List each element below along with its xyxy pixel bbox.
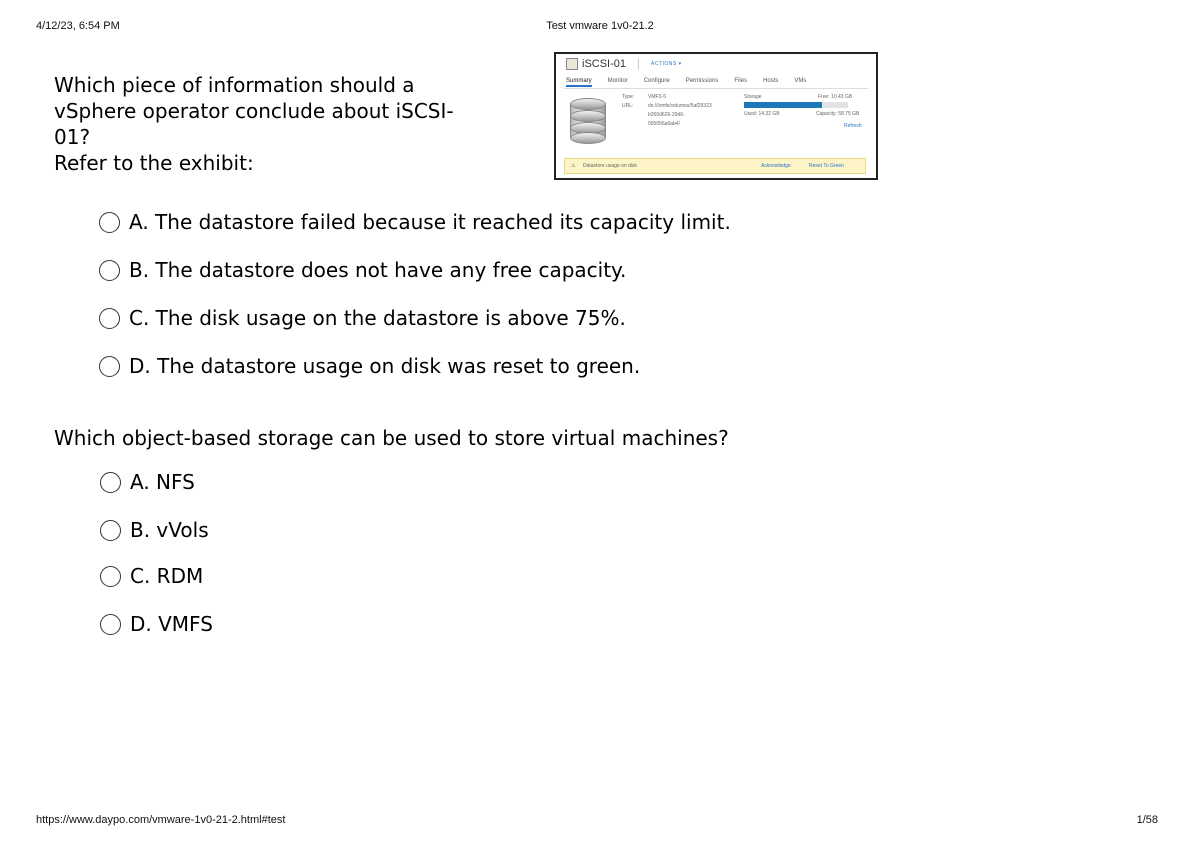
q2-option-a-label: A. NFS: [130, 470, 195, 494]
q1-option-c-radio[interactable]: [99, 308, 120, 329]
exhibit-tab-hosts: Hosts: [763, 78, 779, 84]
exhibit-actions: ACTIONS ▾: [651, 61, 682, 67]
q1-option-a[interactable]: [99, 210, 731, 234]
question-1-line: Refer to the exhibit:: [54, 151, 254, 175]
question-1-line: Which piece of information should a: [54, 73, 415, 97]
q1-option-b-label: B. The datastore does not have any free capacity.: [129, 258, 627, 282]
exhibit-tab-monitor: Monitor: [607, 78, 628, 84]
q2-option-b-label: B. vVols: [130, 518, 209, 542]
exhibit-title: [566, 58, 682, 70]
q2-option-b[interactable]: [100, 518, 209, 542]
exhibit-capacity-text: Capacity: 58.75 GB: [816, 111, 860, 117]
q1-option-c-label: C. The disk usage on the datastore is above 75%.: [129, 306, 626, 330]
exhibit-type-value: VMFS 6: [648, 94, 667, 100]
page-number: 1/58: [1136, 814, 1158, 826]
exhibit-divider: [638, 58, 639, 70]
exhibit-reset-link: Reset To Green: [809, 163, 844, 169]
exhibit-tab-vms: VMs: [794, 78, 807, 84]
exhibit-alert-banner: [564, 158, 866, 174]
exhibit-url-line: 005056a6ab4/: [648, 121, 680, 127]
q1-option-a-radio[interactable]: [99, 212, 120, 233]
q2-option-b-radio[interactable]: [100, 520, 121, 541]
exhibit-tab-files: Files: [734, 78, 748, 84]
datastore-icon: [566, 58, 578, 70]
print-title: Test vmware 1v0-21.2: [546, 20, 654, 32]
exhibit-usage-fill: [744, 102, 822, 108]
q2-option-c-radio[interactable]: [100, 566, 121, 587]
q1-option-b[interactable]: [99, 258, 626, 282]
exhibit-refresh-link: Refresh: [844, 123, 862, 129]
exhibit-storage-label: Storage: [744, 94, 762, 100]
exhibit-tab-divider: [564, 88, 868, 89]
exhibit-used-text: Used: 14.32 GB: [744, 111, 780, 117]
exhibit-alert-text: Datastore usage on disk: [583, 163, 637, 169]
exhibit-tabs: [566, 78, 806, 87]
warning-icon: ⚠: [571, 163, 576, 169]
exhibit-datastore-name: iSCSI-01: [582, 58, 627, 70]
q2-option-c-label: C. RDM: [130, 564, 204, 588]
datastore-icon: [570, 98, 606, 144]
exhibit-url-label: URL:: [622, 103, 634, 109]
q2-option-a[interactable]: [100, 470, 195, 494]
exhibit-acknowledge-link: Acknowledge: [761, 163, 791, 169]
print-datetime: 4/12/23, 6:54 PM: [36, 20, 120, 32]
exhibit-type-label: Type:: [622, 94, 635, 100]
question-1-line: 01?: [54, 125, 91, 149]
exhibit-url-line: ds:///vmfs/volumes/5af29323: [648, 103, 712, 109]
q1-option-d-radio[interactable]: [99, 356, 120, 377]
exhibit-screenshot: [554, 52, 878, 180]
question-1-text: [54, 72, 534, 176]
q2-option-d-radio[interactable]: [100, 614, 121, 635]
q2-option-a-radio[interactable]: [100, 472, 121, 493]
q1-option-b-radio[interactable]: [99, 260, 120, 281]
exhibit-tab-configure: Configure: [643, 78, 670, 84]
exhibit-tab-permissions: Permissions: [685, 78, 719, 84]
exhibit-usage-bar: [744, 102, 848, 108]
exhibit-free-text: Free: 10.43 GB: [818, 94, 853, 100]
q1-option-a-label: A. The datastore failed because it reached its capacity limit.: [129, 210, 731, 234]
exhibit-url-line: b260d626-29d6-: [648, 112, 685, 118]
q1-option-d[interactable]: [99, 354, 640, 378]
print-url: https://www.daypo.com/vmware-1v0-21-2.html#test: [36, 814, 286, 826]
question-2-text: Which object-based storage can be used to store virtual machines?: [54, 426, 729, 450]
question-1-line: vSphere operator conclude about iSCSI-: [54, 99, 454, 123]
q1-option-c[interactable]: [99, 306, 626, 330]
q1-option-d-label: D. The datastore usage on disk was reset to green.: [129, 354, 641, 378]
q2-option-d[interactable]: [100, 612, 213, 636]
q2-option-c[interactable]: [100, 564, 203, 588]
q2-option-d-label: D. VMFS: [130, 612, 213, 636]
exhibit-tab-summary: Summary: [566, 78, 592, 87]
